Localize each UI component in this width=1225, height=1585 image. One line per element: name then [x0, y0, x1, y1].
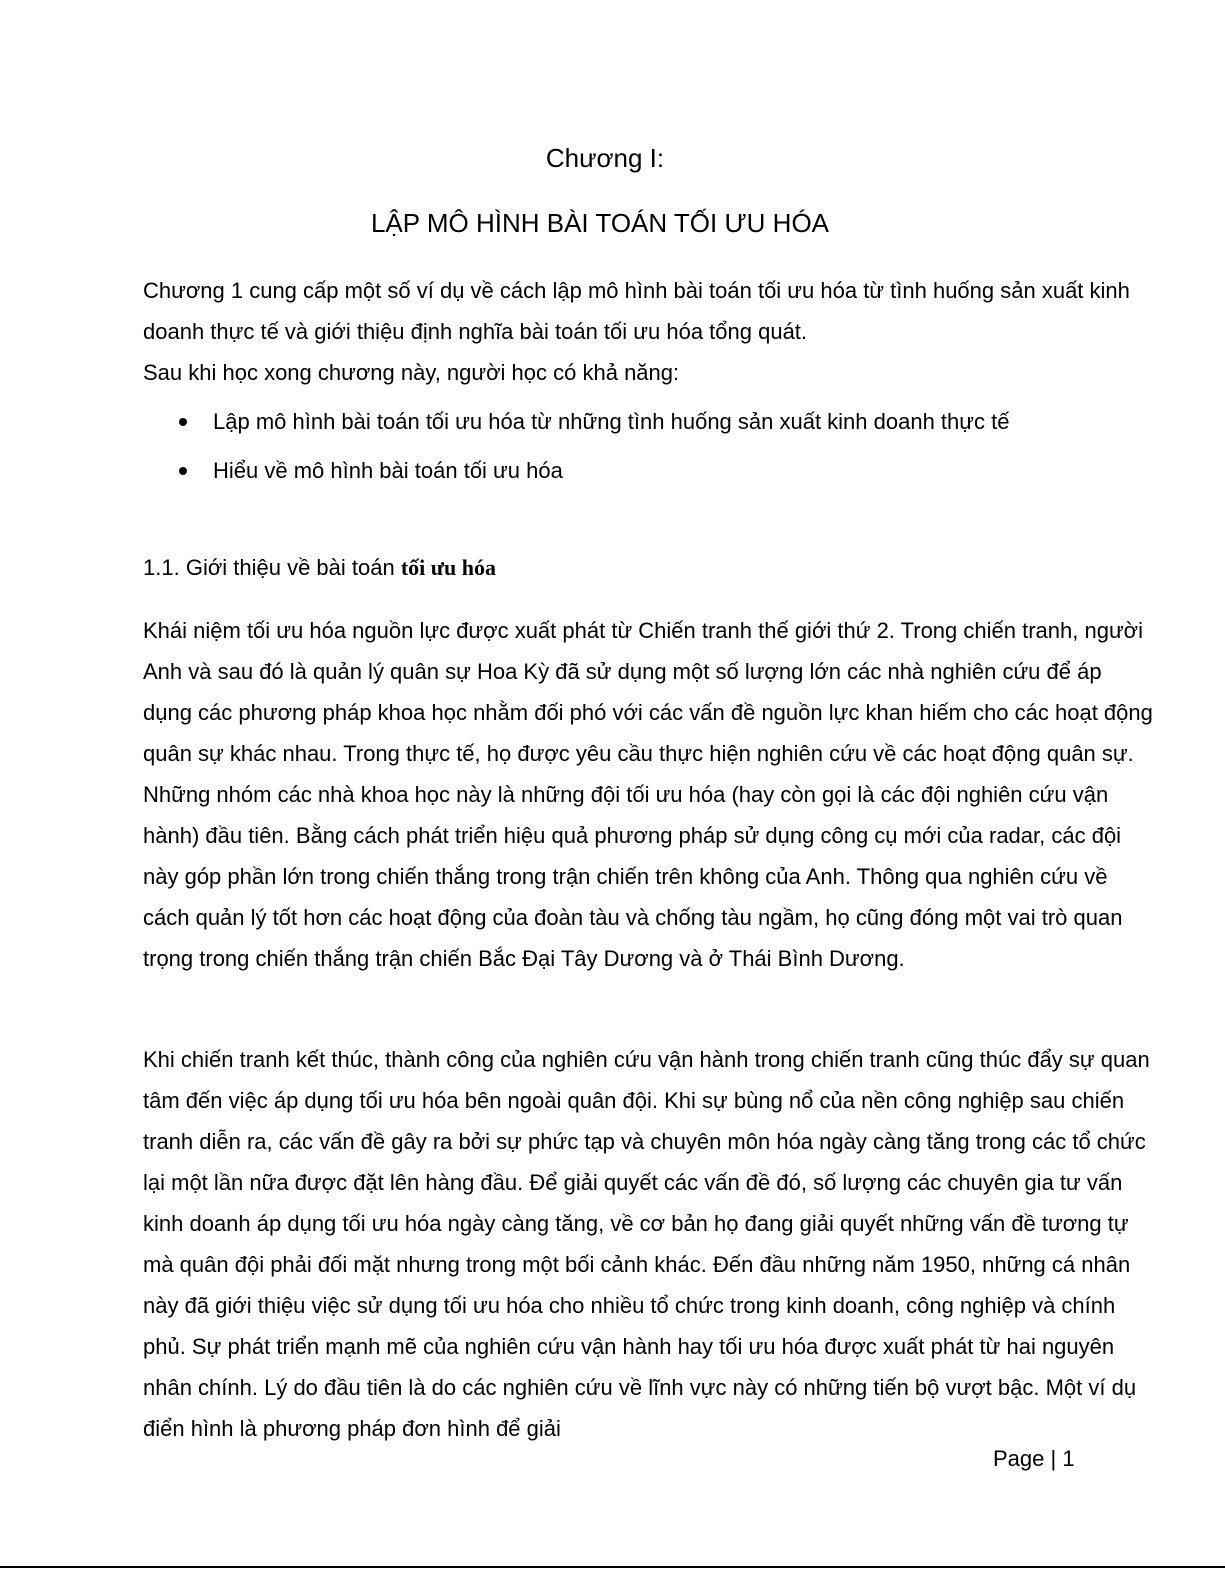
section-heading — [143, 550, 496, 586]
chapter-subtitle: LẬP MÔ HÌNH BÀI TOÁN TỐI ƯU HÓA — [370, 208, 830, 238]
bullet-icon — [179, 418, 187, 426]
body-paragraph-1: Khái niệm tối ưu hóa nguồn lực được xuất phát từ Chiến tranh thế giới thứ 2. Trong chiến tranh, người Anh và sau đó là quản lý quân sự Hoa Kỳ đã sử dụng một số lượng lớn các nhà nghiên cứu để áp dụng các phương pháp khoa học nhằm đối phó với các vấn đề nguồn lực khan hiếm cho các hoạt động quân sự khác nhau. Trong thực tế, họ được yêu cầu thực hiện nghiên cứu về các hoạt động quân sự. Những nhóm các nhà khoa học này là những đội tối ưu hóa (hay còn gọi là các đội nghiên cứu vận hành) đầu tiên. Bằng cách phát triển hiệu quả phương pháp sử dụng công cụ mới của radar, các đội này góp phần lớn trong chiến thắng trong trận chiến trên không của Anh. Thông qua nghiên cứu về cách quản lý tốt hơn các hoạt động của đoàn tàu và chống tàu ngầm, họ cũng đóng một vai trò quan trọng trong chiến thắng trận chiến Bắc Đại Tây Dương và ở Thái Bình Dương. — [143, 618, 1153, 971]
bullet-icon — [179, 467, 187, 475]
page-bottom-rule — [0, 1566, 1225, 1568]
goal-list — [143, 397, 1153, 495]
goal-text: Hiểu về mô hình bài toán tối ưu hóa — [213, 458, 563, 483]
body-paragraph-2: Khi chiến tranh kết thúc, thành công của nghiên cứu vận hành trong chiến tranh cũng thúc đẩy sự quan tâm đến việc áp dụng tối ưu hóa bên ngoài quân đội. Khi sự bùng nổ của nền công nghiệp sau chiến tranh diễn ra, các vấn đề gây ra bởi sự phức tạp và chuyên môn hóa ngày càng tăng trong các tổ chức lại một lần nữa được đặt lên hàng đầu. Để giải quyết các vấn đề đó, số lượng các chuyên gia tư vấn kinh doanh áp dụng tối ưu hóa ngày càng tăng, về cơ bản họ đang giải quyết những vấn đề tương tự mà quân đội phải đối mặt nhưng trong một bối cảnh khác. Đến đầu những năm 1950, những cá nhân này đã giới thiệu việc sử dụng tối ưu hóa cho nhiều tổ chức trong kinh doanh, công nghiệp và chính phủ. Sự phát triển mạnh mẽ của nghiên cứu vận hành hay tối ưu hóa được xuất phát từ hai nguyên nhân chính. Lý do đầu tiên là do các nghiên cứu về lĩnh vực này có những tiến bộ vượt bậc. Một ví dụ điển hình là phương pháp đơn hình để giải — [143, 1047, 1150, 1441]
intro-goal-lead: Sau khi học xong chương này, người học có khả năng: — [143, 360, 680, 385]
chapter-title: Chương I: — [545, 143, 665, 173]
intro-summary: Chương 1 cung cấp một số ví dụ về cách lập mô hình bài toán tối ưu hóa từ tình huống sản xuất kinh doanh thực tế và giới thiệu định nghĩa bài toán tối ưu hóa tổng quát. — [143, 278, 1130, 344]
section-number: 1.1. — [143, 555, 180, 580]
page-number: Page | 1 — [993, 1446, 1075, 1471]
list-item — [143, 446, 1153, 495]
section-title-bold: tối ưu hóa — [400, 555, 496, 580]
goal-text: Lập mô hình bài toán tối ưu hóa từ những tình huống sản xuất kinh doanh thực tế — [213, 409, 1010, 434]
chapter-intro — [143, 270, 1153, 495]
section-title-plain: Giới thiệu về bài toán — [185, 555, 401, 580]
list-item — [143, 397, 1153, 446]
